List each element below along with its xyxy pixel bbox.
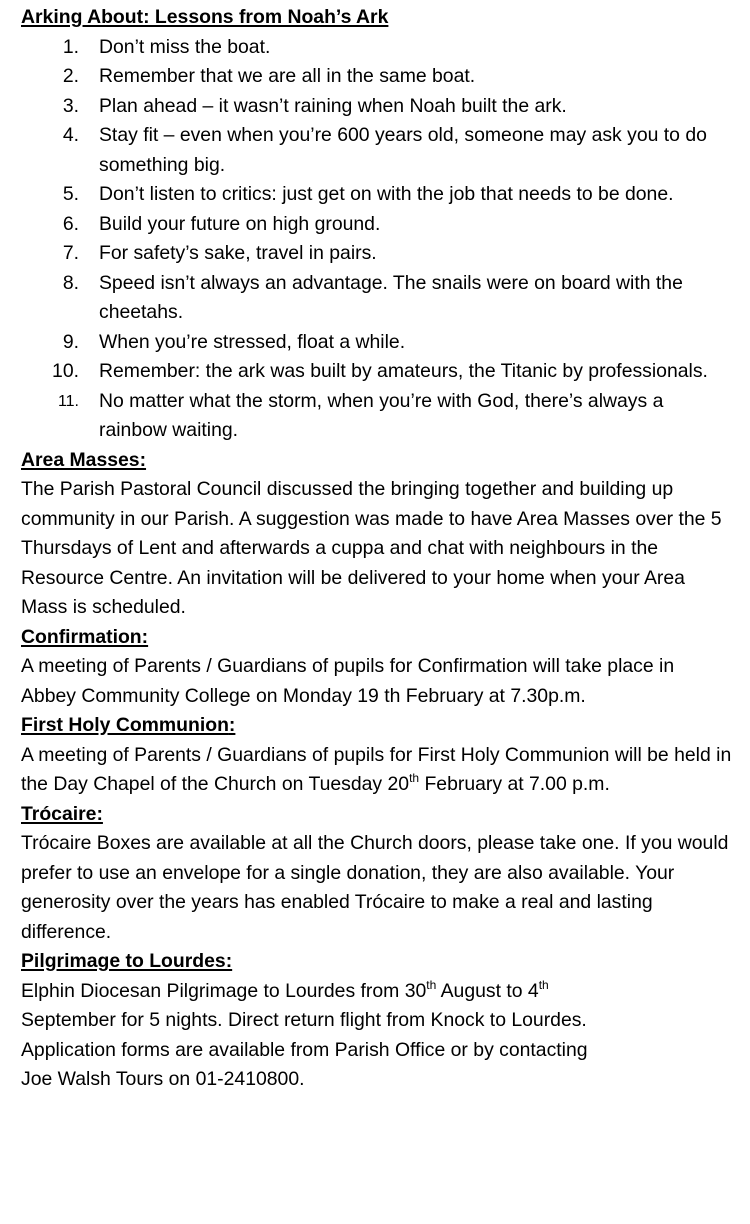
area-masses-heading: Area Masses: [21,448,147,471]
lesson-item [21,92,733,122]
ark-heading: Arking About: Lessons from Noah’s Ark [21,6,389,28]
lesson-text: Speed isn’t always an advantage. The snails were on board with the cheetahs. [99,271,683,323]
communion-body-sup: th [409,771,420,785]
trocaire-heading: Trócaire: [21,802,103,825]
lourdes-line2: September for 5 nights. Direct return flight from Knock to Lourdes. [21,1009,587,1031]
lourdes-line3: Application forms are available from Parish Office or by contacting [21,1038,588,1061]
area-masses-body: The Parish Pastoral Council discussed the bringing together and building up community in our Parish. A suggestion was made to have Area Masses over the 5 Thursdays of Lent and afterwards a cuppa and chat with neighbours in the Resource Centre. An invitation will be delivered to your home when your Area Mass is scheduled. [21,478,722,618]
lesson-item [21,239,733,269]
lesson-number: 8. [62,271,79,294]
lourdes-sup1: th [426,977,437,992]
lesson-item [21,269,733,328]
lesson-text: No matter what the storm, when you’re with God, there’s always a rainbow waiting. [99,389,664,441]
communion-heading-line [21,711,733,741]
lesson-text: Don’t listen to critics: just get on with the job that needs to be done. [99,183,674,205]
communion-heading: First Holy Communion [21,714,229,736]
lesson-item [21,62,733,92]
ark-section [21,3,733,446]
communion-body-end: February at 7.00 p.m. [419,773,610,795]
trocaire-body: Trócaire Boxes are available at all the Church doors, please take one. If you would prefer to use an envelope for a single donation, they are also available. Your generosity over the years has enabled Trócaire to make a real and lasting difference. [21,832,729,943]
lourdes-heading: Pilgrimage to Lourdes: [21,950,233,972]
lesson-text: Plan ahead – it wasn’t raining when Noah built the ark. [99,94,567,117]
lesson-number: 2. [62,65,79,87]
lesson-item [21,33,733,63]
lesson-number: 3. [62,94,79,117]
lesson-number: 11. [57,392,79,410]
lesson-text: For safety’s sake, travel in pairs. [99,242,377,264]
newsletter-page [21,3,733,1095]
communion-section [21,711,733,800]
confirmation-section [21,623,733,712]
lesson-number: 10. [52,360,79,382]
lesson-number: 7. [62,242,79,264]
lesson-number: 4. [62,124,79,146]
communion-heading-colon: : [228,714,236,736]
lesson-item [21,121,733,180]
trocaire-section [21,800,733,948]
lesson-number: 9. [62,330,79,353]
lourdes-line1-b: August to 4 [436,979,539,1002]
lourdes-line1-a: Elphin Diocesan Pilgrimage to Lourdes from 30 [21,979,427,1002]
lesson-item [21,180,733,210]
lessons-list [21,33,733,446]
confirmation-body: A meeting of Parents / Guardians of pupils for Confirmation will take place in Abbey Community College on Monday 19 th February at 7.30p.m. [21,655,675,707]
lourdes-line4: Joe Walsh Tours on 01-2410800. [21,1068,305,1090]
lesson-item [21,210,733,240]
lesson-number: 5. [62,183,79,205]
lesson-text: Don’t miss the boat. [99,35,271,58]
confirmation-heading: Confirmation: [21,625,149,648]
lesson-text: When you’re stressed, float a while. [99,330,406,353]
lesson-number: 6. [62,212,79,235]
lesson-item [21,328,733,358]
lourdes-body [21,977,733,1095]
lesson-text: Remember: the ark was built by amateurs, the Titanic by professionals. [99,360,708,382]
lourdes-sup2: th [538,977,549,992]
lourdes-section [21,947,733,1095]
lesson-text: Build your future on high ground. [99,212,381,235]
lesson-item [21,357,733,387]
lesson-text: Stay fit – even when you’re 600 years old, someone may ask you to do something big. [99,124,707,176]
lesson-text: Remember that we are all in the same boat. [99,65,476,87]
communion-body [21,741,733,800]
lesson-number: 1. [62,35,79,58]
lesson-item [21,387,733,446]
communion-body-text: A meeting of Parents / Guardians of pupils for First Holy Communion will be held in the Day Chapel of the Church on Tuesday 20 [21,743,732,795]
lourdes-line1 [21,977,549,1002]
area-masses-section [21,446,733,623]
